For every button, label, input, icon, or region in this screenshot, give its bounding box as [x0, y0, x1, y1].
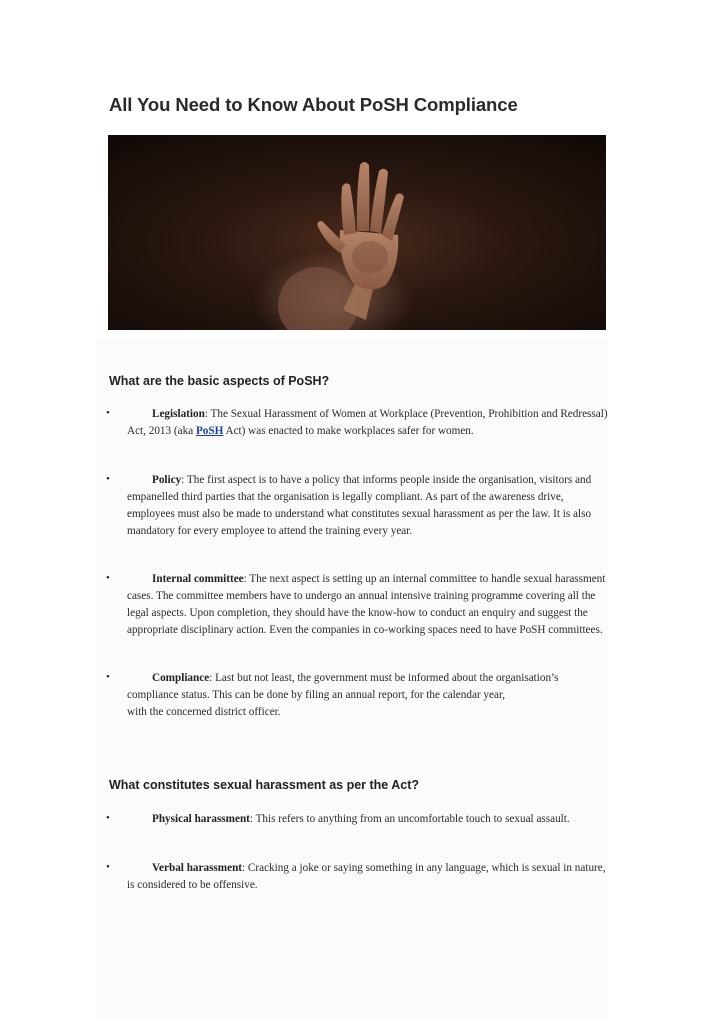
item-term: Physical harassment — [152, 813, 250, 825]
list-item-policy — [96, 472, 608, 540]
list-item-internal-committee — [96, 571, 608, 639]
bullet-icon: • — [106, 473, 110, 485]
list-item-compliance — [96, 670, 608, 721]
bullet-icon: • — [106, 812, 110, 824]
item-text: : Cracking a joke or saying something in any language, which is sexual in nature, is considered to be offensive. — [127, 862, 606, 891]
item-term: Verbal harassment — [152, 862, 243, 874]
item-text: : This refers to anything from an uncomfortable touch to sexual assault. — [249, 813, 570, 825]
bullet-icon: • — [106, 861, 110, 873]
list-item-physical-harassment — [96, 811, 608, 828]
bullet-icon: • — [106, 671, 110, 683]
section-heading-basic-aspects: What are the basic aspects of PoSH? — [109, 374, 330, 388]
item-text-after: Act) was enacted to make workplaces safer for women. — [223, 425, 474, 437]
list-item-legislation — [96, 406, 608, 440]
item-term: Policy — [152, 474, 182, 486]
item-text: : The next aspect is setting up an internal committee to handle sexual harassment cases. The committee members have to undergo an annual intensive training programme covering all the legal aspects. Upon completion, they should have the know-how to conduct an enquiry and suggest the appropriate disciplinary action. Even the companies in co-working spaces need to have PoSH committees. — [127, 573, 606, 636]
section-heading-sexual-harassment: What constitutes sexual harassment as per the Act? — [109, 778, 420, 792]
item-term: Internal committee — [152, 573, 244, 585]
item-text-continued: with the concerned district officer. — [127, 706, 281, 718]
bullet-icon: • — [106, 572, 110, 584]
item-text: : The first aspect is to have a policy that informs people inside the organisation, visitors and empanelled third parties that the organisation is legally compliant. As part of the awareness drive, employees must also be made to understand what constitutes sexual harassment as per the law. It is also mandatory for every employee to attend the training every year. — [127, 474, 592, 537]
item-term: Compliance — [152, 672, 210, 684]
hero-image — [108, 135, 606, 330]
item-text: : Last but not least, the government must be informed about the organisation’s compliance status. This can be done by filing an annual report, for the calendar year, — [127, 672, 559, 701]
item-text: : The Sexual Harassment of Women at Workplace (Prevention, Prohibition and Redressal) Act, 2013 (aka — [127, 408, 608, 437]
bullet-icon: • — [106, 407, 110, 419]
posh-link[interactable]: PoSH — [195, 425, 224, 437]
item-term: Legislation — [152, 408, 205, 420]
list-item-verbal-harassment — [96, 860, 608, 894]
page-title: All You Need to Know About PoSH Compliance — [109, 94, 518, 115]
